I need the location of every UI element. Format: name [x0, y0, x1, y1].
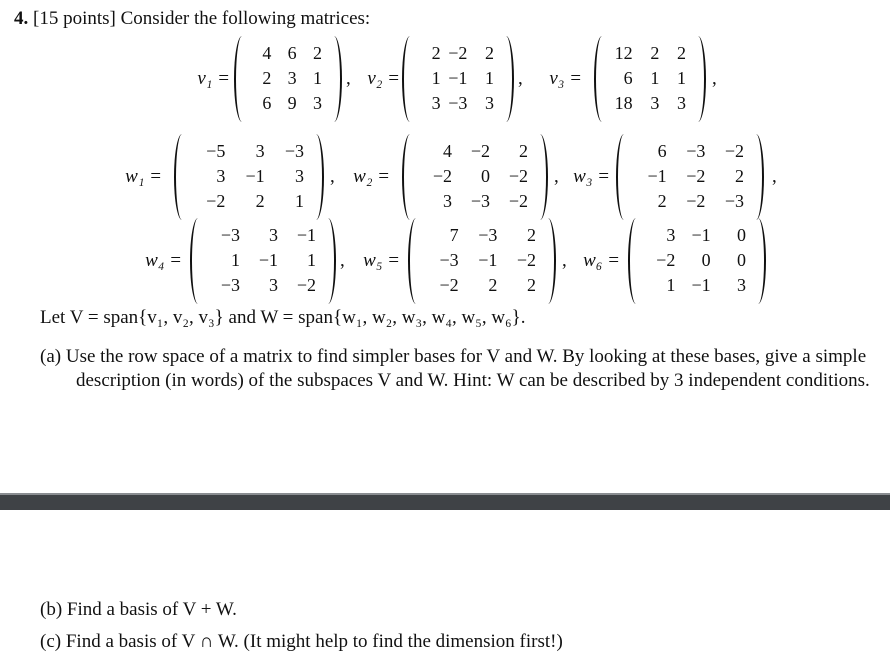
matrix-row: [418, 139, 532, 164]
matrix-cell: 1: [677, 68, 687, 88]
matrix-cell: −1: [258, 250, 278, 270]
sep-w2: ,: [554, 166, 559, 187]
matrix-cell: −2: [724, 141, 745, 161]
matrix-cell: 3: [443, 191, 452, 211]
matrix-cell: 3: [431, 93, 441, 113]
matrix-cell: 0: [701, 250, 711, 270]
matrix-w5: [408, 218, 556, 304]
problem-number: 4.: [14, 8, 29, 29]
matrix-cell: 1: [294, 191, 304, 211]
matrix-cell: 6: [262, 93, 272, 113]
matrix-cell: 2: [527, 225, 537, 245]
label-w2: w₂ =: [353, 166, 390, 187]
matrix-w2: [402, 134, 548, 220]
matrix-cell: −2: [686, 191, 706, 211]
matrix-cell: −2: [656, 250, 676, 270]
matrix-row: [418, 91, 498, 116]
matrix-cell: 4: [262, 43, 272, 63]
matrix-cell: −1: [296, 225, 316, 245]
matrix-cell: 3: [736, 275, 746, 295]
part-b-text: Find a basis of V + W.: [66, 599, 237, 620]
label-w5: w₅ =: [363, 250, 400, 271]
matrix-cell: 12: [614, 43, 633, 63]
matrix-cell: 7: [449, 225, 459, 245]
matrix-row: [190, 164, 308, 189]
matrix-cell: 2: [431, 43, 441, 63]
matrix-w6: [628, 218, 766, 304]
matrix-cell: 6: [287, 43, 297, 63]
matrix-cell: 2: [485, 43, 495, 63]
matrix-cell: −3: [686, 141, 706, 161]
matrix-cell: 2: [312, 43, 322, 63]
matrix-cell: −3: [220, 225, 240, 245]
matrix-row: [418, 41, 498, 66]
matrix-cell: −1: [478, 250, 498, 270]
matrix-cell: 1: [650, 68, 660, 88]
matrix-row: [418, 189, 532, 214]
matrix-cell: −2: [470, 141, 490, 161]
matrix-cell: 2: [735, 166, 745, 186]
matrix-cell: −2: [508, 166, 528, 186]
matrix-v1: [234, 36, 342, 122]
sep-w1: ,: [330, 166, 335, 187]
label-v2: v₂ =: [367, 68, 400, 89]
matrix-cell: −2: [516, 250, 537, 270]
matrix-cell: 3: [255, 141, 265, 161]
matrix-row: [424, 248, 540, 273]
part-b-label: (b): [40, 599, 63, 620]
label-w4: w₄ =: [145, 250, 182, 271]
matrix-row: [424, 273, 540, 298]
matrix-cell: 2: [650, 43, 660, 63]
matrix-row: [250, 91, 326, 116]
matrix-cell: −1: [647, 166, 667, 186]
matrix-row-w1: [0, 134, 890, 220]
matrix-cell: −3: [439, 250, 459, 270]
matrix-row: [418, 66, 498, 91]
span-text: Let V = span{v₁, v₂, v₃} and W = span{w₁, w₂, w₃, w₄, w₅, w₆}.: [40, 307, 526, 328]
sep-v2: ,: [518, 68, 523, 89]
label-w3: w₃ =: [573, 166, 610, 187]
matrix-row: [644, 248, 750, 273]
sep-w4: ,: [340, 250, 345, 271]
matrix-row: [610, 66, 690, 91]
part-c-label: (c): [40, 631, 62, 652]
matrix-cell: 18: [614, 93, 633, 113]
matrix-cell: −2: [508, 191, 528, 211]
matrix-row: [206, 273, 320, 298]
label-v3: v₃ =: [549, 68, 582, 89]
part-b: [40, 598, 870, 622]
matrix-row: [250, 66, 326, 91]
matrix-cell: 9: [287, 93, 297, 113]
matrix-cell: 2: [527, 275, 537, 295]
matrix-cell: −2: [432, 166, 452, 186]
matrix-cell: −3: [284, 141, 304, 161]
matrix-row: [418, 164, 532, 189]
part-a: [40, 345, 870, 393]
matrix-row: [632, 164, 748, 189]
matrix-cell: 2: [255, 191, 265, 211]
label-w1: w₁ =: [125, 166, 162, 187]
span-statement: [40, 306, 860, 330]
matrix-cell: 1: [485, 68, 495, 88]
matrix-cell: −1: [245, 166, 265, 186]
problem-points: [15 points]: [33, 8, 116, 29]
problem-intro: Consider the following matrices:: [120, 8, 371, 29]
matrix-cell: 3: [312, 93, 322, 113]
sep-w5: ,: [562, 250, 567, 271]
matrix-w3: [616, 134, 764, 220]
matrix-row: [632, 139, 748, 164]
matrix-cell: 0: [736, 250, 746, 270]
part-c-text: Find a basis of V ∩ W. (It might help to find the dimension first!): [65, 631, 563, 652]
matrix-cell: −2: [439, 275, 459, 295]
matrix-row: [644, 273, 750, 298]
matrix-row: [206, 248, 320, 273]
matrix-cell: 3: [269, 275, 278, 295]
part-a-label: (a): [40, 346, 62, 367]
matrix-cell: 1: [307, 250, 316, 270]
matrix-cell: −3: [470, 191, 490, 211]
label-w6: w₆ =: [583, 250, 620, 271]
matrix-cell: −1: [448, 68, 468, 88]
page-divider: [0, 495, 890, 510]
matrix-cell: 6: [657, 141, 667, 161]
matrix-cell: 2: [677, 43, 687, 63]
matrix-row: [190, 139, 308, 164]
problem-header: [14, 8, 370, 30]
matrix-row-v: [0, 36, 890, 122]
matrix-row: [610, 41, 690, 66]
matrix-cell: 1: [231, 250, 240, 270]
matrix-cell: −3: [478, 225, 498, 245]
matrix-cell: −5: [206, 141, 226, 161]
part-a-text: Use the row space of a matrix to find simpler bases for V and W. By looking at these bases, give a simple description (in words) of the subspaces V and W. Hint: W can be described by 3 independent conditions.: [65, 346, 870, 391]
matrix-w4: [190, 218, 336, 304]
matrix-cell: −3: [448, 93, 468, 113]
sep-v1: ,: [346, 68, 351, 89]
matrix-cell: 2: [657, 191, 667, 211]
matrix-cell: 3: [294, 166, 304, 186]
matrix-cell: 3: [269, 225, 278, 245]
matrix-row: [250, 41, 326, 66]
matrix-cell: −1: [691, 275, 711, 295]
matrix-cell: 0: [481, 166, 490, 186]
matrix-cell: −2: [448, 43, 468, 63]
matrix-cell: 1: [666, 275, 676, 295]
matrix-cell: 2: [519, 141, 528, 161]
matrix-cell: −1: [691, 225, 711, 245]
label-v1: v₁ =: [197, 68, 230, 89]
matrix-cell: 3: [677, 93, 687, 113]
matrix-cell: 3: [287, 68, 297, 88]
matrix-cell: 3: [650, 93, 660, 113]
part-c: [40, 630, 870, 654]
matrix-v2: [402, 36, 514, 122]
matrix-cell: −3: [724, 191, 745, 211]
matrix-cell: 2: [262, 68, 272, 88]
matrix-v3: [594, 36, 706, 122]
matrix-cell: −2: [206, 191, 226, 211]
matrix-row: [644, 223, 750, 248]
matrix-row: [632, 189, 748, 214]
matrix-cell: 1: [431, 68, 441, 88]
matrix-cell: 4: [443, 141, 452, 161]
matrix-cell: 3: [216, 166, 226, 186]
matrix-row: [206, 223, 320, 248]
matrix-cell: −2: [296, 275, 316, 295]
matrix-cell: −2: [686, 166, 706, 186]
matrix-row: [424, 223, 540, 248]
matrix-cell: −3: [220, 275, 240, 295]
matrix-cell: 3: [485, 93, 495, 113]
matrix-row-w4: [0, 218, 890, 304]
matrix-row: [190, 189, 308, 214]
sep-w3: ,: [772, 166, 777, 187]
matrix-cell: 0: [736, 225, 746, 245]
matrix-cell: 2: [488, 275, 498, 295]
matrix-cell: 3: [666, 225, 676, 245]
matrix-row: [610, 91, 690, 116]
matrix-cell: 1: [312, 68, 322, 88]
matrix-cell: 6: [623, 68, 633, 88]
matrix-w1: [174, 134, 324, 220]
sep-v3: ,: [712, 68, 717, 89]
